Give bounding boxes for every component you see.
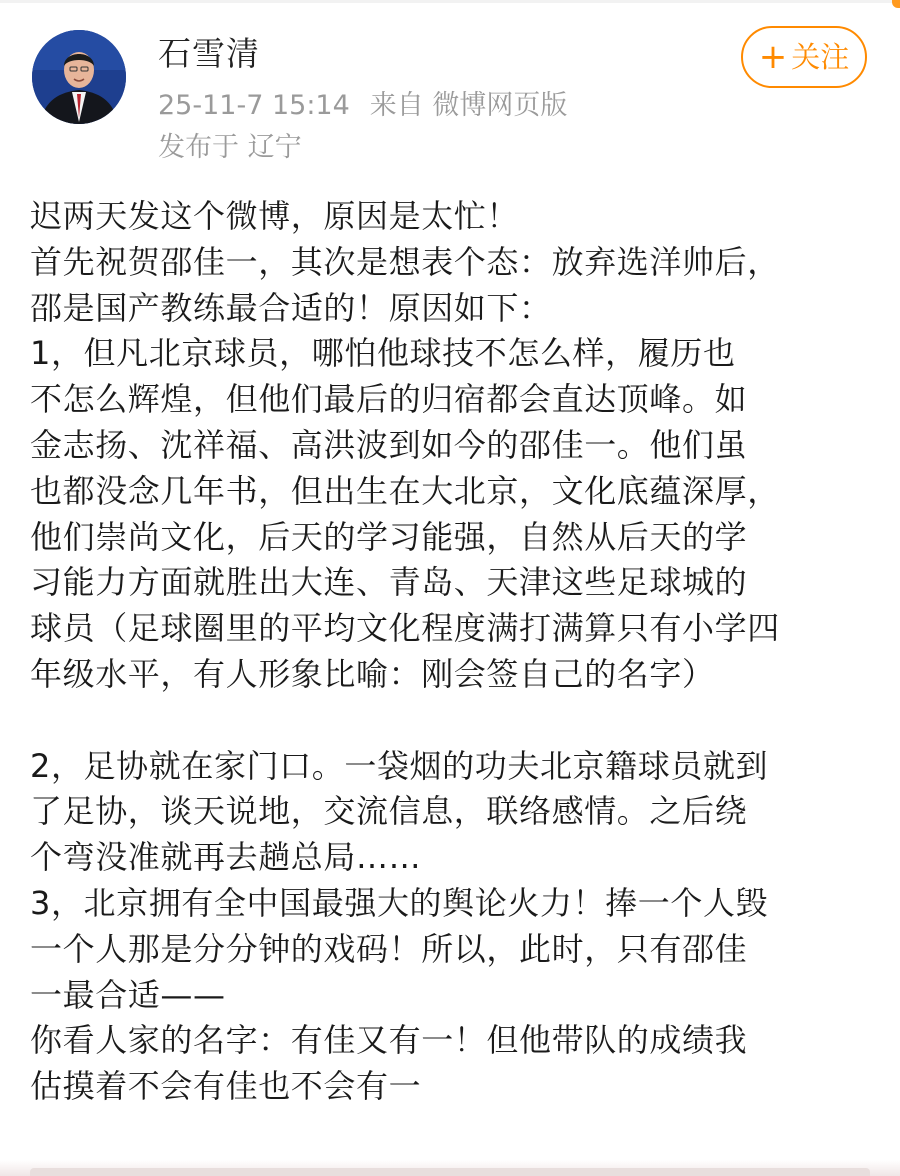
post-text-line: 不怎么辉煌，但他们最后的归宿都会直达顶峰。如 [30, 380, 748, 419]
post-text-line: 2，足协就在家门口。一袋烟的功夫北京籍球员就到 [30, 746, 769, 785]
avatar-photo-icon [32, 30, 126, 124]
post-text-line: 1，但凡北京球员，哪怕他球技不怎么样，履历也 [30, 334, 736, 373]
post-text-line: 一最合适—— [30, 975, 226, 1014]
post-text-line: 金志扬、沈祥福、高洪波到如今的邵佳一。他们虽 [30, 425, 748, 464]
post-text-line: 他们崇尚文化，后天的学习能强，自然从后天的学 [30, 517, 748, 556]
post-text-line: 了足协，谈天说地，交流信息，联络感情。之后绕 [30, 792, 748, 831]
post-text-line: 也都没念几年书，但出生在大北京，文化底蕴深厚， [30, 471, 780, 510]
post-text-line: 习能力方面就胜出大连、青岛、天津这些足球城的 [30, 563, 748, 602]
post-text-line: 个弯没准就再去趟总局…… [30, 838, 422, 877]
avatar[interactable] [32, 30, 126, 124]
plus-icon: + [758, 37, 788, 77]
follow-button-label: 关注 [791, 40, 850, 74]
post-location: 发布于 辽宁 [158, 132, 302, 163]
post-header [0, 0, 900, 180]
post-meta [158, 86, 567, 126]
post-text-line: 年级水平，有人形象比喻：刚会签自己的名字） [30, 654, 715, 693]
post-time: 25-11-7 15:14 [158, 90, 350, 121]
post-text-line: 迟两天发这个微博，原因是太忙！ [30, 197, 520, 235]
post-text-line: 你看人家的名字：有佳又有一！但他带队的成绩我 [30, 1021, 748, 1060]
post-text-line: 3，北京拥有全中国最强大的舆论火力！捧一个人毁 [30, 883, 769, 922]
post-text-line: 球员（足球圈里的平均文化程度满打满算只有小学四 [30, 609, 780, 648]
post-text-line: 首先祝贺邵佳一，其次是想表个态：放弃选洋帅后， [30, 242, 780, 281]
post-text-line: 估摸着不会有佳也不会有一 [30, 1067, 422, 1106]
follow-button[interactable] [741, 26, 867, 88]
next-content-edge [30, 1168, 870, 1176]
blank-line [30, 698, 876, 744]
post-text-line: 邵是国产教练最合适的！原因如下： [30, 288, 552, 327]
post-body [30, 194, 876, 1110]
post-text-line: 一个人那是分分钟的戏码！所以，此时，只有邵佳 [30, 929, 748, 968]
author-name[interactable]: 石雪清 [158, 34, 260, 73]
post-source: 来自 微博网页版 [369, 90, 568, 121]
